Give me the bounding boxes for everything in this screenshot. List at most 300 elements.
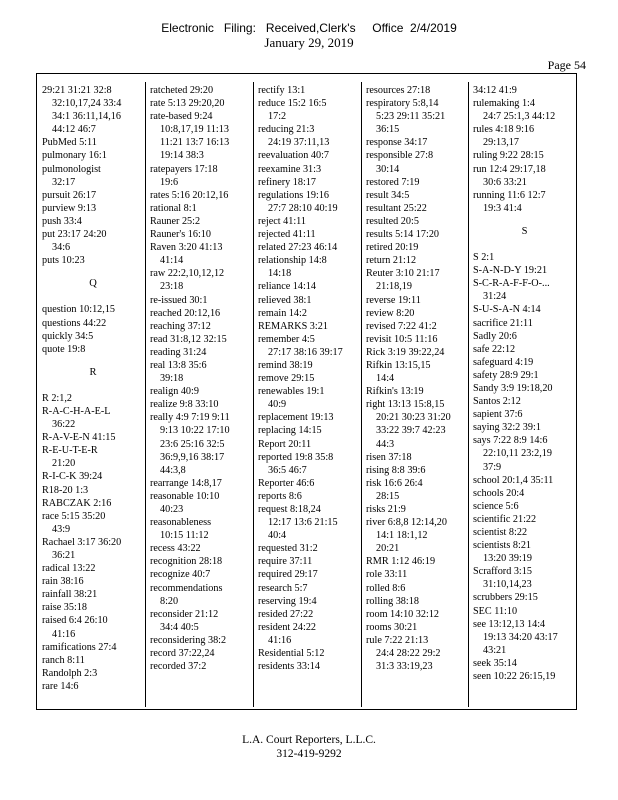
entry-term-line: question 10:12,15 <box>42 304 116 316</box>
entry-term-line: ranch 8:11 <box>42 654 85 666</box>
entry-continuation-line: 19:6 <box>160 176 179 188</box>
index-entry <box>366 228 468 241</box>
index-entry <box>473 565 576 591</box>
index-entry <box>258 320 361 333</box>
index-entry <box>150 634 253 647</box>
entry-term-line: rates 5:16 20:12,16 <box>150 189 229 201</box>
index-entry <box>150 516 253 542</box>
entry-continuation-line: 37:9 <box>483 461 502 473</box>
entry-term-line: rules 4:18 9:16 <box>473 124 535 136</box>
entry-term-line: replacing 14:15 <box>258 425 322 437</box>
index-entry <box>366 97 468 136</box>
filing-date: January 29, 2019 <box>264 35 354 50</box>
index-entry <box>150 202 253 215</box>
index-entry <box>366 84 468 97</box>
entry-term-line: reports 8:6 <box>258 490 302 502</box>
index-entry <box>150 333 253 346</box>
entry-term-line: rising 8:8 39:6 <box>366 464 426 476</box>
entry-continuation-line: 23:18 <box>160 281 184 293</box>
index-entry <box>42 536 144 562</box>
entry-continuation-line: 32:10,17,24 33:4 <box>52 98 122 110</box>
index-entry <box>473 591 576 604</box>
entry-term-line: S-A-N-D-Y 19:21 <box>473 265 548 277</box>
entry-term-line: raised 6:4 26:10 <box>42 615 108 627</box>
entry-continuation-line: 34:4 40:5 <box>160 621 199 633</box>
index-entry <box>258 149 361 162</box>
entry-continuation-line: 19:3 41:4 <box>483 202 522 214</box>
entry-continuation-line: 10:15 11:12 <box>160 530 209 542</box>
entry-term-line: regulations 19:16 <box>258 189 330 201</box>
section-letter: S <box>521 225 528 237</box>
index-entry <box>258 424 361 437</box>
entry-continuation-line: 34:6 <box>52 242 71 254</box>
entry-term-line: RABCZAK 2:16 <box>42 497 112 509</box>
entry-continuation-line: 11:21 13:7 16:13 <box>160 137 230 149</box>
index-entry <box>150 215 253 228</box>
index-entry <box>42 189 144 202</box>
entry-term-line: pulmonary 16:1 <box>42 150 107 162</box>
entry-term-line: reported 19:8 35:8 <box>258 451 334 463</box>
entry-term-line: refinery 18:17 <box>258 176 316 188</box>
index-entry <box>42 497 144 510</box>
index-entry <box>258 542 361 555</box>
entry-term-line: reconsider 21:12 <box>150 608 219 620</box>
entry-term-line: relationship 14:8 <box>258 255 327 267</box>
entry-term-line: sacrifice 21:11 <box>473 317 533 329</box>
entry-continuation-line: 21:18,19 <box>376 281 412 293</box>
index-entry <box>150 490 253 516</box>
index-entry <box>366 595 468 608</box>
index-entry <box>150 582 253 608</box>
index-entry <box>258 568 361 581</box>
entry-term-line: Rauner 25:2 <box>150 215 201 227</box>
entry-continuation-line: 8:20 <box>160 595 179 607</box>
entry-term-line: push 33:4 <box>42 215 82 227</box>
entry-term-line: re-issued 30:1 <box>150 294 208 306</box>
entry-term-line: Scrafford 3:15 <box>473 566 532 578</box>
entry-term-line: record 37:22,24 <box>150 648 215 660</box>
entry-term-line: reevaluation 40:7 <box>258 150 330 162</box>
entry-term-line: rate 5:13 29:20,20 <box>150 98 225 110</box>
index-entry <box>258 359 361 372</box>
index-entry <box>42 254 144 267</box>
index-entry <box>366 267 468 293</box>
index-entry <box>473 264 576 277</box>
index-entry <box>473 539 576 565</box>
entry-term-line: see 13:12,13 14:4 <box>473 618 546 630</box>
entry-term-line: 29:21 31:21 32:8 <box>42 85 112 96</box>
entry-term-line: pursuit 26:17 <box>42 189 97 201</box>
entry-continuation-line: 20:21 30:23 31:20 <box>376 412 451 424</box>
index-entry <box>150 608 253 634</box>
entry-term-line: puts 10:23 <box>42 255 85 267</box>
index-entry <box>473 330 576 343</box>
entry-term-line: rare 14:6 <box>42 680 79 692</box>
index-entry <box>258 477 361 490</box>
entry-term-line: Randolph 2:3 <box>42 667 98 679</box>
entry-term-line: risks 21:9 <box>366 504 406 515</box>
index-entry <box>42 641 144 654</box>
entry-term-line: science 5:6 <box>473 500 519 512</box>
index-entry <box>42 484 144 497</box>
index-entry <box>258 228 361 241</box>
entry-term-line: scientist 8:22 <box>473 527 528 538</box>
entry-term-line: rooms 30:21 <box>366 621 418 633</box>
index-entry <box>258 163 361 176</box>
entry-term-line: ratcheted 29:20 <box>150 85 214 96</box>
entry-continuation-line: 39:18 <box>160 373 184 385</box>
entry-term-line: reject 41:11 <box>258 215 306 227</box>
entry-term-line: R18-20 1:3 <box>42 484 89 496</box>
entry-term-line: Rifkin's 13:19 <box>366 386 424 398</box>
index-entry <box>42 680 144 693</box>
filing-stamp: Electronic Filing: Received,Clerk's Office 2/4/2019 <box>161 21 457 35</box>
entry-term-line: R-I-C-K 39:24 <box>42 471 103 483</box>
entry-term-line: renewables 19:1 <box>258 386 325 398</box>
entry-term-line: reached 20:12,16 <box>150 307 221 319</box>
index-entry <box>42 654 144 667</box>
entry-term-line: REMARKS 3:21 <box>258 320 328 332</box>
entry-term-line: safe 22:12 <box>473 343 516 355</box>
index-entry <box>473 513 576 526</box>
entry-term-line: reaching 37:12 <box>150 320 211 332</box>
entry-term-line: right 13:13 15:8,15 <box>366 399 445 411</box>
entry-term-line: questions 44:22 <box>42 317 107 329</box>
index-entry <box>473 500 576 513</box>
index-entry <box>258 451 361 477</box>
entry-term-line: 34:12 41:9 <box>473 85 517 96</box>
entry-continuation-line: 36:21 <box>52 550 76 561</box>
entry-term-line: research 5:7 <box>258 582 308 594</box>
index-entry <box>366 516 468 555</box>
index-entry <box>366 320 468 333</box>
index-entry <box>366 555 468 568</box>
index-column-4 <box>361 82 468 707</box>
index-entry <box>150 542 253 555</box>
index-entry <box>473 356 576 369</box>
index-entry <box>150 411 253 476</box>
entry-term-line: rain 38:16 <box>42 576 84 588</box>
entry-term-line: scientific 21:22 <box>473 513 537 525</box>
entry-term-line: seen 10:22 26:15,19 <box>473 671 556 683</box>
entry-term-line: RMR 1:12 46:19 <box>366 556 436 568</box>
entry-continuation-line: 41:14 <box>160 255 184 267</box>
entry-continuation-line: 36:22 <box>52 419 76 431</box>
entry-term-line: reconsidering 38:2 <box>150 634 227 646</box>
entry-term-line: recognize 40:7 <box>150 569 211 581</box>
index-entry <box>258 621 361 647</box>
index-entry <box>473 474 576 487</box>
index-entry <box>150 294 253 307</box>
entry-term-line: risen 37:18 <box>366 451 412 463</box>
entry-term-line: remind 38:19 <box>258 359 313 371</box>
entry-term-line: Rachael 3:17 36:20 <box>42 536 122 548</box>
entry-term-line: PubMed 5:11 <box>42 137 97 149</box>
entry-continuation-line: 34:1 36:11,14,16 <box>52 111 121 123</box>
entry-continuation-line: 36:5 46:7 <box>268 464 307 476</box>
entry-term-line: raw 22:2,10,12,12 <box>150 268 225 280</box>
index-entry <box>150 241 253 267</box>
index-entry <box>473 605 576 618</box>
index-entry <box>258 189 361 215</box>
index-entry <box>473 84 576 97</box>
entry-term-line: rolling 38:18 <box>366 595 419 607</box>
index-entry <box>473 369 576 382</box>
index-entry <box>42 405 144 431</box>
entry-continuation-line: 5:23 29:11 35:21 <box>376 111 446 123</box>
entry-term-line: realize 9:8 33:10 <box>150 399 219 411</box>
entry-term-line: quickly 34:5 <box>42 330 94 342</box>
index-entry <box>42 392 144 405</box>
entry-term-line: required 29:17 <box>258 569 318 581</box>
entry-continuation-line: 14:18 <box>268 268 292 280</box>
entry-term-line: room 14:10 32:12 <box>366 608 440 620</box>
index-entry <box>473 408 576 421</box>
entry-term-line: resources 27:18 <box>366 85 431 96</box>
index-entry <box>473 189 576 215</box>
entry-term-line: recognition 28:18 <box>150 556 223 568</box>
index-entry <box>150 84 253 97</box>
entry-continuation-line: 30:14 <box>376 163 400 175</box>
index-entry <box>42 431 144 444</box>
index-entry <box>366 307 468 320</box>
entry-term-line: recess 43:22 <box>150 543 201 555</box>
index-entry <box>42 330 144 343</box>
entry-term-line: replacement 19:13 <box>258 412 334 424</box>
index-entry <box>473 487 576 500</box>
entry-term-line: reverse 19:11 <box>366 294 421 306</box>
index-entry <box>150 97 253 110</box>
index-entry <box>258 215 361 228</box>
entry-continuation-line: 31:3 33:19,23 <box>376 661 433 673</box>
entry-term-line: radical 13:22 <box>42 563 96 575</box>
reporter-name: L.A. Court Reporters, L.L.C. <box>242 734 376 746</box>
entry-continuation-line: 29:13,17 <box>483 137 519 149</box>
entry-term-line: reexamine 31:3 <box>258 163 322 175</box>
entry-term-line: related 27:23 46:14 <box>258 242 338 254</box>
entry-term-line: read 31:8,12 32:15 <box>150 333 227 345</box>
index-entry <box>42 614 144 640</box>
entry-term-line: rectify 13:1 <box>258 85 306 96</box>
entry-term-line: remember 4:5 <box>258 333 315 345</box>
entry-term-line: S 2:1 <box>473 252 495 264</box>
index-entry <box>42 163 144 189</box>
index-entry <box>366 189 468 202</box>
entry-term-line: seek 35:14 <box>473 657 517 669</box>
index-entry <box>366 176 468 189</box>
index-entry <box>258 307 361 320</box>
entry-term-line: Rauner's 16:10 <box>150 229 211 241</box>
entry-continuation-line: 22:10,11 23:2,19 <box>483 448 552 460</box>
entry-term-line: responsible 27:8 <box>366 150 434 162</box>
index-entry <box>42 510 144 536</box>
index-entry <box>473 382 576 395</box>
index-entry <box>150 385 253 398</box>
index-entry <box>258 254 361 280</box>
entry-term-line: Reporter 46:6 <box>258 477 315 489</box>
index-entry <box>42 136 144 149</box>
entry-term-line: safeguard 4:19 <box>473 356 534 368</box>
entry-term-line: river 6:8,8 12:14,20 <box>366 517 447 529</box>
entry-term-line: response 34:17 <box>366 137 428 149</box>
index-entry <box>150 307 253 320</box>
entry-continuation-line: 36:15 <box>376 124 400 136</box>
index-entry <box>42 317 144 330</box>
entry-term-line: resided 27:22 <box>258 608 314 620</box>
entry-continuation-line: 32:17 <box>52 176 76 188</box>
entry-term-line: R-E-U-T-E-R <box>42 445 98 457</box>
index-entry <box>366 202 468 215</box>
entry-continuation-line: 9:13 10:22 17:10 <box>160 425 230 437</box>
entry-term-line: rule 7:22 21:13 <box>366 634 429 646</box>
page-number: Page 54 <box>547 58 586 72</box>
index-entry <box>150 398 253 411</box>
entry-term-line: recorded 37:2 <box>150 661 207 673</box>
index-entry <box>258 84 361 97</box>
entry-term-line: review 8:20 <box>366 307 415 319</box>
entry-continuation-line: 44:3,8 <box>160 464 186 476</box>
index-columns <box>38 82 575 707</box>
entry-term-line: Rick 3:19 39:22,24 <box>366 346 445 358</box>
index-entry <box>258 280 361 293</box>
index-entry <box>258 372 361 385</box>
entry-continuation-line: 13:20 39:19 <box>483 553 532 565</box>
entry-term-line: Residential 5:12 <box>258 648 325 660</box>
entry-continuation-line: 20:21 <box>376 543 400 555</box>
entry-term-line: really 4:9 7:19 9:11 <box>150 412 230 424</box>
entry-term-line: scrubbers 29:15 <box>473 592 538 604</box>
entry-continuation-line: 40:4 <box>268 530 287 542</box>
entry-term-line: school 20:1,4 35:11 <box>473 474 554 486</box>
entry-continuation-line: 43:21 <box>483 644 507 656</box>
index-entry <box>366 503 468 516</box>
entry-term-line: return 21:12 <box>366 255 417 267</box>
entry-term-line: rearrange 14:8,17 <box>150 477 222 489</box>
index-entry <box>42 343 144 356</box>
index-entry <box>473 277 576 303</box>
entry-term-line: put 23:17 24:20 <box>42 229 107 241</box>
index-entry <box>258 176 361 189</box>
index-entry <box>366 621 468 634</box>
entry-term-line: race 5:15 35:20 <box>42 510 106 522</box>
index-entry <box>150 660 253 673</box>
entry-term-line: Raven 3:20 41:13 <box>150 242 223 254</box>
entry-term-line: rainfall 38:21 <box>42 589 98 601</box>
entry-continuation-line: 21:20 <box>52 458 76 470</box>
index-entry <box>366 477 468 503</box>
index-entry <box>366 359 468 385</box>
entry-term-line: revised 7:22 41:2 <box>366 320 437 332</box>
entry-term-line: reasonable 10:10 <box>150 490 220 502</box>
entry-continuation-line: 28:15 <box>376 490 400 502</box>
entry-term-line: risk 16:6 26:4 <box>366 477 423 489</box>
entry-continuation-line: 41:16 <box>268 634 292 646</box>
entry-continuation-line: 24:4 28:22 29:2 <box>376 648 441 660</box>
index-entry <box>366 451 468 464</box>
entry-continuation-line: 14:4 <box>376 373 395 385</box>
entry-term-line: rate-based 9:24 <box>150 111 213 123</box>
entry-term-line: Report 20:11 <box>258 438 312 450</box>
index-entry <box>258 294 361 307</box>
index-entry <box>473 343 576 356</box>
entry-continuation-line: 24:7 25:1,3 44:12 <box>483 111 556 123</box>
index-entry <box>150 477 253 490</box>
index-entry <box>473 123 576 149</box>
entry-term-line: role 33:11 <box>366 569 408 581</box>
entry-term-line: Reuter 3:10 21:17 <box>366 268 440 280</box>
entry-continuation-line: 40:23 <box>160 504 184 515</box>
entry-term-line: relieved 38:1 <box>258 294 312 306</box>
entry-term-line: revisit 10:5 11:16 <box>366 333 438 345</box>
index-entry <box>150 647 253 660</box>
index-entry <box>42 228 144 254</box>
entry-continuation-line: 41:16 <box>52 628 76 640</box>
entry-term-line: ruling 9:22 28:15 <box>473 150 544 162</box>
entry-term-line: remain 14:2 <box>258 307 307 319</box>
index-entry <box>150 267 253 293</box>
index-entry <box>473 251 576 264</box>
index-entry <box>366 254 468 267</box>
index-entry <box>258 385 361 411</box>
index-column-1 <box>38 82 144 707</box>
entry-term-line: remove 29:15 <box>258 373 315 385</box>
entry-term-line: raise 35:18 <box>42 602 87 614</box>
index-entry <box>473 97 576 123</box>
entry-continuation-line: 30:6 33:21 <box>483 176 527 188</box>
index-entry <box>258 660 361 673</box>
entry-term-line: recommendations <box>150 582 223 594</box>
entry-term-line: says 7:22 8:9 14:6 <box>473 435 548 447</box>
entry-continuation-line: 27:7 28:10 40:19 <box>268 202 338 214</box>
index-entry <box>150 320 253 333</box>
index-entry <box>258 555 361 568</box>
entry-term-line: run 12:4 29:17,18 <box>473 163 546 175</box>
entry-term-line: resulted 20:5 <box>366 215 419 227</box>
entry-term-line: rational 8:1 <box>150 202 197 214</box>
index-column-2 <box>145 82 253 707</box>
entry-continuation-line: 19:13 34:20 43:17 <box>483 631 558 643</box>
entry-term-line: reduce 15:2 16:5 <box>258 98 327 110</box>
index-entry <box>366 294 468 307</box>
entry-term-line: reasonableness <box>150 517 212 529</box>
entry-term-line: rulemaking 1:4 <box>473 98 535 110</box>
index-entry <box>258 438 361 451</box>
entry-continuation-line: 44:12 46:7 <box>52 124 96 136</box>
entry-term-line: S-U-S-A-N 4:14 <box>473 304 541 316</box>
index-entry <box>258 608 361 621</box>
index-entry <box>366 333 468 346</box>
entry-term-line: restored 7:19 <box>366 176 420 188</box>
index-entry <box>150 163 253 189</box>
index-entry <box>473 526 576 539</box>
index-entry <box>258 490 361 503</box>
reporter-phone: 312-419-9292 <box>276 748 342 760</box>
entry-term-line: rejected 41:11 <box>258 229 316 241</box>
entry-continuation-line: 10:8,17,19 11:13 <box>160 124 229 136</box>
index-column-3 <box>253 82 361 707</box>
index-entry <box>366 385 468 398</box>
entry-term-line: R 2:1,2 <box>42 392 73 404</box>
entry-term-line: retired 20:19 <box>366 242 419 254</box>
entry-term-line: rolled 8:6 <box>366 582 406 594</box>
section-letter: Q <box>89 278 97 290</box>
entry-term-line: scientists 8:21 <box>473 540 532 552</box>
index-entry <box>366 241 468 254</box>
entry-continuation-line: 19:14 38:3 <box>160 150 204 162</box>
entry-term-line: reducing 21:3 <box>258 124 315 136</box>
index-entry <box>150 555 253 568</box>
entry-continuation-line: 44:3 <box>376 438 395 450</box>
